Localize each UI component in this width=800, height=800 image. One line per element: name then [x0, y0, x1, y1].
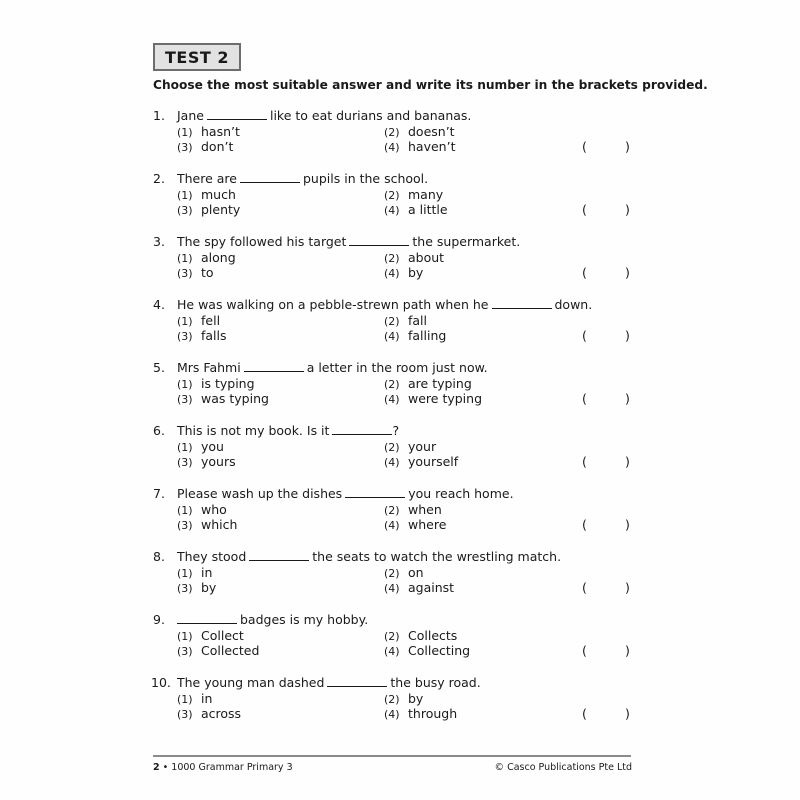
answer-bracket-close[interactable]: )	[625, 580, 630, 595]
option-label: (3)	[177, 141, 193, 154]
answer-option	[384, 139, 455, 154]
answer-blank	[244, 361, 304, 372]
question-item	[0, 549, 800, 599]
answer-option	[177, 517, 237, 532]
answer-option	[384, 502, 442, 517]
option-label: (4)	[384, 519, 400, 532]
option-text: Collect	[201, 628, 244, 643]
answer-blank	[207, 109, 267, 120]
option-label: (1)	[177, 189, 193, 202]
answer-blank	[249, 550, 309, 561]
test-title-box	[153, 43, 241, 71]
question-number: 1.	[153, 108, 165, 123]
answer-blank	[177, 613, 237, 624]
option-label: (1)	[177, 630, 193, 643]
option-text: on	[408, 565, 424, 580]
option-label: (4)	[384, 456, 400, 469]
question-number: 2.	[153, 171, 165, 186]
option-label: (4)	[384, 582, 400, 595]
option-label: (1)	[177, 126, 193, 139]
answer-bracket-open[interactable]: (	[582, 265, 587, 280]
option-label: (4)	[384, 330, 400, 343]
answer-blank	[349, 235, 409, 246]
option-label: (4)	[384, 708, 400, 721]
answer-blank	[327, 676, 387, 687]
question-text	[177, 360, 488, 375]
answer-option	[384, 391, 482, 406]
option-label: (2)	[384, 693, 400, 706]
answer-option	[177, 313, 220, 328]
question-item	[0, 297, 800, 347]
option-text: plenty	[201, 202, 241, 217]
question-text-before: Please wash up the dishes	[177, 486, 343, 501]
option-text: doesn’t	[408, 124, 455, 139]
question-item	[0, 360, 800, 410]
question-text-after: ?	[392, 423, 400, 438]
option-label: (2)	[384, 378, 400, 391]
option-text: falling	[408, 328, 447, 343]
answer-option	[384, 517, 446, 532]
question-text	[177, 108, 471, 123]
question-text-after: pupils in the school.	[303, 171, 429, 186]
answer-option	[177, 502, 227, 517]
option-text: were typing	[408, 391, 483, 406]
question-item	[0, 171, 800, 221]
option-text: Collected	[201, 643, 260, 658]
answer-bracket-close[interactable]: )	[625, 391, 630, 406]
option-label: (2)	[384, 630, 400, 643]
question-text-before: They stood	[177, 549, 247, 564]
question-item	[0, 423, 800, 473]
option-label: (3)	[177, 519, 193, 532]
option-text: who	[201, 502, 227, 517]
option-text: to	[201, 265, 214, 280]
option-text: along	[201, 250, 236, 265]
option-text: yours	[201, 454, 236, 469]
question-number: 9.	[153, 612, 165, 627]
option-label: (2)	[384, 441, 400, 454]
option-label: (1)	[177, 441, 193, 454]
option-label: (2)	[384, 189, 400, 202]
answer-option	[384, 628, 457, 643]
option-label: (3)	[177, 582, 193, 595]
answer-option	[384, 643, 470, 658]
answer-option	[177, 454, 236, 469]
answer-option	[384, 124, 455, 139]
question-number: 3.	[153, 234, 165, 249]
answer-blank	[332, 424, 392, 435]
answer-option	[384, 706, 457, 721]
question-text-before: Jane	[177, 108, 204, 123]
option-text: don’t	[201, 139, 234, 154]
option-label: (3)	[177, 267, 193, 280]
option-label: (4)	[384, 393, 400, 406]
option-text: falls	[201, 328, 227, 343]
option-label: (1)	[177, 693, 193, 706]
option-text: is typing	[201, 376, 255, 391]
answer-option	[177, 706, 241, 721]
answer-option	[384, 187, 443, 202]
footer-divider	[153, 755, 631, 757]
question-item	[0, 612, 800, 662]
answer-bracket-open[interactable]: (	[582, 139, 587, 154]
question-text-after: you reach home.	[408, 486, 514, 501]
answer-option	[384, 580, 454, 595]
option-label: (2)	[384, 126, 400, 139]
answer-option	[177, 139, 233, 154]
footer-separator: •	[162, 762, 169, 773]
option-text: by	[408, 691, 424, 706]
instructions: Choose the most suitable answer and write its number in the brackets provided.	[153, 78, 708, 92]
option-label: (3)	[177, 456, 193, 469]
option-text: in	[201, 565, 213, 580]
answer-option	[177, 328, 227, 343]
answer-option	[177, 250, 236, 265]
answer-bracket-close[interactable]: )	[625, 706, 630, 721]
test-title: TEST 2	[165, 47, 229, 67]
question-text	[177, 486, 514, 501]
option-text: when	[408, 502, 442, 517]
question-text-after: like to eat durians and bananas.	[269, 108, 472, 123]
answer-option	[177, 187, 236, 202]
question-text-before: There are	[177, 171, 237, 186]
question-text-after: badges is my hobby.	[240, 612, 369, 627]
page-number: 2	[153, 762, 160, 773]
option-label: (1)	[177, 567, 193, 580]
answer-option	[384, 328, 446, 343]
answer-option	[384, 265, 423, 280]
option-label: (4)	[384, 141, 400, 154]
option-label: (2)	[384, 567, 400, 580]
answer-option	[384, 313, 427, 328]
option-text: where	[408, 517, 447, 532]
option-text: which	[201, 517, 238, 532]
question-item	[0, 486, 800, 536]
question-text-after: the seats to watch the wrestling match.	[312, 549, 562, 564]
question-number: 8.	[153, 549, 165, 564]
option-label: (3)	[177, 645, 193, 658]
answer-option	[177, 439, 224, 454]
option-text: a little	[408, 202, 448, 217]
option-label: (3)	[177, 204, 193, 217]
option-text: hasn’t	[201, 124, 240, 139]
option-label: (4)	[384, 204, 400, 217]
answer-bracket-close[interactable]: )	[625, 517, 630, 532]
answer-bracket-close[interactable]: )	[625, 454, 630, 469]
option-label: (1)	[177, 252, 193, 265]
answer-bracket-close[interactable]: )	[625, 643, 630, 658]
option-label: (2)	[384, 315, 400, 328]
option-text: yourself	[408, 454, 459, 469]
answer-option	[177, 202, 240, 217]
option-label: (3)	[177, 330, 193, 343]
option-text: was typing	[201, 391, 269, 406]
option-text: many	[408, 187, 444, 202]
answer-option	[384, 691, 423, 706]
question-text-before: The spy followed his target	[177, 234, 347, 249]
answer-bracket-close[interactable]: )	[625, 139, 630, 154]
option-text: fall	[408, 313, 428, 328]
option-text: fell	[201, 313, 221, 328]
option-text: against	[408, 580, 455, 595]
option-text: much	[201, 187, 236, 202]
question-text-before: This is not my book. Is it	[177, 423, 330, 438]
answer-option	[177, 124, 240, 139]
option-text: through	[408, 706, 458, 721]
question-number: 7.	[153, 486, 165, 501]
book-title: 1000 Grammar Primary 3	[171, 762, 293, 773]
option-label: (1)	[177, 504, 193, 517]
answer-bracket-open[interactable]: (	[582, 202, 587, 217]
option-text: across	[201, 706, 242, 721]
option-label: (1)	[177, 315, 193, 328]
option-text: Collecting	[408, 643, 471, 658]
answer-bracket-open[interactable]: (	[582, 454, 587, 469]
question-text-after: the busy road.	[390, 675, 481, 690]
option-label: (2)	[384, 504, 400, 517]
question-number: 4.	[153, 297, 165, 312]
question-text-after: a letter in the room just now.	[306, 360, 488, 375]
option-label: (1)	[177, 378, 193, 391]
answer-option	[384, 439, 436, 454]
question-number: 5.	[153, 360, 165, 375]
answer-blank	[345, 487, 405, 498]
question-number: 6.	[153, 423, 165, 438]
option-text: about	[408, 250, 445, 265]
option-label: (4)	[384, 267, 400, 280]
answer-bracket-open[interactable]: (	[582, 517, 587, 532]
option-text: in	[201, 691, 213, 706]
answer-option	[177, 691, 212, 706]
answer-option	[177, 376, 255, 391]
question-text-before: He was walking on a pebble-strewn path when he	[177, 297, 489, 312]
option-text: are typing	[408, 376, 472, 391]
question-text	[177, 171, 428, 186]
question-item	[0, 675, 800, 725]
answer-bracket-open[interactable]: (	[582, 706, 587, 721]
answer-option	[384, 565, 424, 580]
question-text-before: Mrs Fahmi	[177, 360, 241, 375]
option-text: by	[408, 265, 424, 280]
question-text	[177, 549, 561, 564]
question-text	[177, 234, 520, 249]
answer-option	[384, 454, 458, 469]
answer-option	[177, 565, 212, 580]
answer-bracket-close[interactable]: )	[625, 265, 630, 280]
option-text: your	[408, 439, 437, 454]
option-text: by	[201, 580, 217, 595]
answer-option	[177, 643, 259, 658]
option-label: (3)	[177, 393, 193, 406]
question-text	[177, 675, 481, 690]
answer-option	[177, 628, 244, 643]
option-text: you	[201, 439, 224, 454]
question-text	[177, 297, 592, 312]
footer-page-info	[153, 762, 293, 773]
question-text-after: the supermarket.	[412, 234, 521, 249]
answer-bracket-close[interactable]: )	[625, 328, 630, 343]
answer-blank	[240, 172, 300, 183]
answer-bracket-open[interactable]: (	[582, 643, 587, 658]
answer-bracket-open[interactable]: (	[582, 328, 587, 343]
answer-option	[177, 391, 269, 406]
question-item	[0, 108, 800, 158]
option-label: (2)	[384, 252, 400, 265]
copyright: © Casco Publications Pte Ltd	[494, 762, 632, 773]
answer-option	[384, 250, 444, 265]
question-text	[177, 423, 399, 438]
answer-bracket-open[interactable]: (	[582, 391, 587, 406]
question-number: 10.	[151, 675, 171, 690]
answer-option	[177, 580, 216, 595]
answer-option	[177, 265, 214, 280]
question-text-before: The young man dashed	[177, 675, 325, 690]
answer-bracket-open[interactable]: (	[582, 580, 587, 595]
option-text: Collects	[408, 628, 458, 643]
answer-blank	[492, 298, 552, 309]
option-text: haven’t	[408, 139, 456, 154]
question-text	[177, 612, 368, 627]
answer-option	[384, 202, 448, 217]
question-text-after: down.	[554, 297, 593, 312]
option-label: (4)	[384, 645, 400, 658]
answer-option	[384, 376, 472, 391]
answer-bracket-close[interactable]: )	[625, 202, 630, 217]
option-label: (3)	[177, 708, 193, 721]
question-item	[0, 234, 800, 284]
